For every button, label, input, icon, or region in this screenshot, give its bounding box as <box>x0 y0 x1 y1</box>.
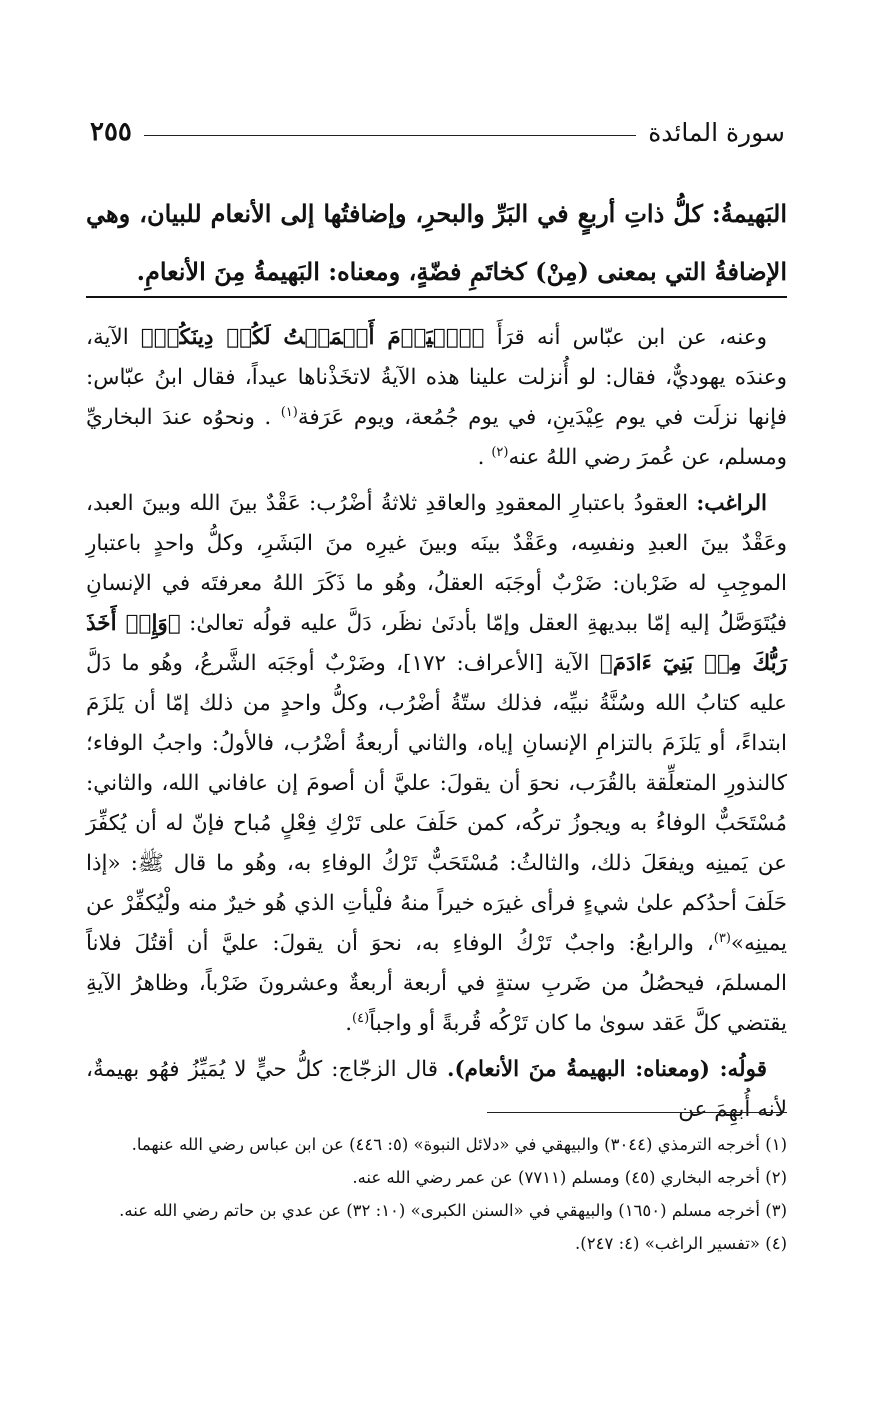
footnote-ref: (١) <box>280 404 298 420</box>
footnote: (٣) أخرجه مسلم (١٦٥٠) والبيهقي في «السنن الكبرى» (١٠: ٣٢) عن عدي بن حاتم رضي الله عنه. <box>119 1201 787 1220</box>
running-header <box>90 112 785 152</box>
paragraph-text: . ونحوُه عندَ البخاريِّ ومسلم، عن عُمرَ رضي اللهُ عنه <box>86 405 787 470</box>
commentary <box>86 318 787 1136</box>
paragraph-text: . <box>477 445 492 470</box>
paragraph-text: العقودُ باعتبارِ المعقودِ والعاقدِ ثلاثةُ أضْرُب: عَقْدٌ بينَ الله وبينَ العبد، وعَقْدٌ بينَ العبدِ ونفسِه، وعَقْدٌ بينَه وبينَ غيرِه منَ البَشَرِ، وكلُّ واحدٍ باعتبارِ الموجِبِ له ضَرْبان: ضَرْبٌ أوجَبَه العقلُ، وهُو ما ذَكَرَ اللهُ معرفتَه في الإنسانِ فيُتَوَصَّلُ إليه إمّا ببديهةِ العقل وإمّا بأدنَىٰ نظَر، دَلَّ عليه قولُه تعالىٰ: <box>86 491 787 636</box>
main-text-divider <box>86 296 787 298</box>
commentary-paragraph-3 <box>86 1050 787 1130</box>
paragraph-lead: قولُه: (ومعناه: البهيمةُ منَ الأنعام). <box>447 1057 767 1082</box>
footnote-ref: (٤) <box>352 1010 370 1026</box>
paragraph-text: وعنه، عن ابن عبّاس أنه قرَأَ <box>484 325 767 350</box>
paragraph-text: ، والرابعُ: واجبٌ تَرْكُ الوفاءِ به، نحوَ أن يقولَ: عليَّ أن أقتُلَ فلاناً المسلمَ، فيحصُلُ من ضَربِ ستةٍ في أربعة أربعةٌ وعشرونَ ضَرْباً، وظاهرُ الآيةِ يقتضي كلَّ عَقد سوىٰ ما كان تَرْكُه قُربةً أو واجباً <box>86 931 787 1036</box>
footnote-divider <box>487 1112 787 1113</box>
footnote-ref: (٢) <box>491 444 509 460</box>
commentary-paragraph-1 <box>86 318 787 478</box>
main-text: البَهيمةُ: كلُّ ذاتِ أربعٍ في البَرِّ والبحرِ، وإضافتُها إلى الأنعام للبيان، وهي الإضافةُ التي بمعنى (مِنْ) كخاتَمِ فضّةٍ، ومعناه: البَهيمةُ مِنَ الأنعامِ. <box>86 199 787 286</box>
footnote-ref: (٣) <box>713 930 731 946</box>
paragraph-text: قال الزجّاج: كلُّ حيٍّ لا يُمَيِّزُ فهُو بهيمةٌ، لأنه أُبهِمَ عن <box>86 1057 787 1122</box>
paragraph-text: الآية، وعندَه يهوديٌّ، فقال: لو أُنزلت علينا هذه الآيةُ لاتخَذْناها عيداً، فقال ابنُ عبّاس: فإنها نزلَت في يوم عِيْدَينِ، في يوم جُمُعة، ويوم عَرَفة <box>86 325 787 430</box>
header-rule <box>144 135 636 136</box>
footnote: (٢) أخرجه البخاري (٤٥) ومسلم (٧٧١١) عن عمر رضي الله عنه. <box>352 1168 787 1187</box>
page-number: ٢٥٥ <box>90 117 132 147</box>
footnotes <box>86 1128 787 1260</box>
commentary-paragraph-2 <box>86 484 787 1044</box>
paragraph-text: الآية [الأعراف: ١٧٢]، وضَرْبٌ أوجَبَه الشَّرعُ، وهُو ما دَلَّ عليه كتابُ الله وسُنَّةُ نبيِّه، فذلك ستّةُ أضْرُب، وكلُّ واحدٍ من ذلك إمّا أن يَلزَمَ ابتداءً، أو يَلزَمَ بالتزامِ الإنسانِ إياه، والثاني أربعةُ أضْرُب، فالأولُ: واجبُ الوفاء؛ كالنذورِ المتعلِّقة بالقُرَب، نحوَ أن يقولَ: عليَّ أن أصومَ إن عافاني الله، والثاني: مُسْتَحَبٌّ الوفاءُ به ويجوزُ تركُه، كمن حَلَفَ على تَرْكِ فِعْلٍ مُباح فإنّ له أن يُكفِّرَ عن يَمينِه ويفعَلَ ذلك، والثالثُ: مُسْتَحَبٌّ تَرْكُ الوفاءِ به، وهُو ما قال ﷺ: «إذا حَلَفَ أحدُكم علىٰ شيءٍ فرأى غيرَه خيراً منهُ فلْيأتِ الذي هُو خيرٌ منه ولْيُكفِّرْ عن يمينِه» <box>86 651 787 956</box>
quran-verse: ﴿وَإِذۡ أَخَذَ رَبُّكَ مِنۢ بَنِيٓ ءَادَمَ﴾ <box>86 611 787 676</box>
footnote: (١) أخرجه الترمذي (٣٠٤٤) والبيهقي في «دلائل النبوة» (٥: ٤٤٦) عن ابن عباس رضي الله عنهما. <box>131 1135 787 1154</box>
quran-verse: ﴿ٱلۡيَوۡمَ أَكۡمَلۡتُ لَكُمۡ دِينَكُمۡ﴾ <box>140 325 485 350</box>
paragraph-text: . <box>345 1011 353 1036</box>
paragraph-lead: الراغب: <box>696 491 767 516</box>
footnote: (٤) «تفسير الراغب» (٤: ٢٤٧). <box>575 1234 787 1253</box>
surah-title: سورة المائدة <box>648 117 785 147</box>
